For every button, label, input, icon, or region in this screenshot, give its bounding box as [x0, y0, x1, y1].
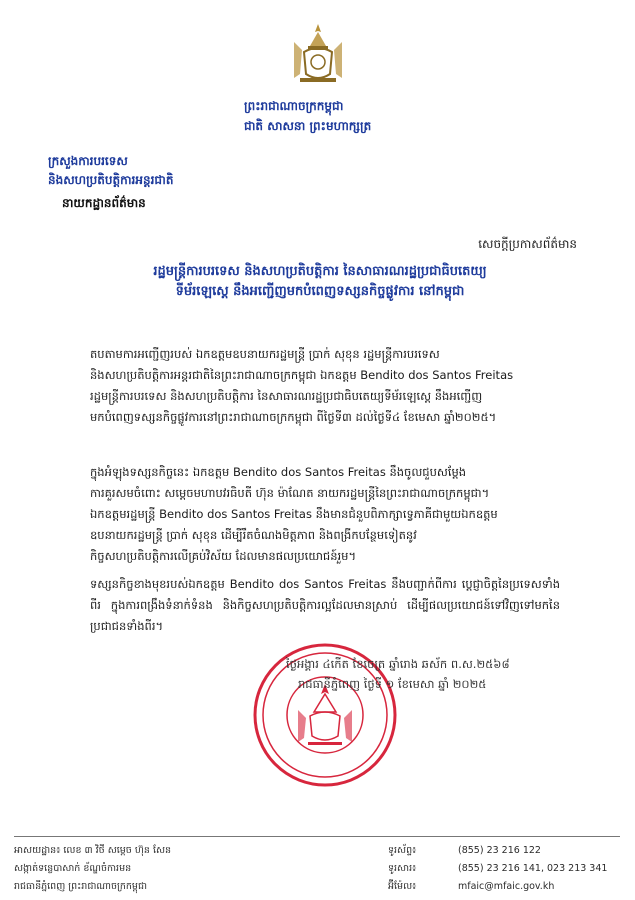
email-link[interactable]: mfaic@mfaic.gov.kh	[458, 881, 555, 892]
paragraph-line: ប្តេជ្ញាចិត្តនៃប្រទេសទាំងពីរ ក្នុងការពង្រឹងទំនាក់ទំនង និងកិច្ចសហប្រតិបត្តិការល្អដែលមានស្រាប់	[90, 577, 561, 612]
paragraph-line: ការគួរសមចំពោះ សម្តេចមហាបវរធិបតី ហ៊ុន ម៉ាណែត នាយករដ្ឋមន្ត្រីនៃព្រះរាជាណាចក្រកម្ពុជា។	[90, 486, 490, 500]
paragraph-line: និងសហប្រតិបត្តិការអន្តរជាតិនៃព្រះរាជាណាចក្រកម្ពុជា ឯកឧត្តម Bendito dos Santos Freitas	[90, 368, 514, 382]
document-type: សេចក្តីប្រកាសព័ត៌មាន	[478, 237, 577, 251]
paragraph-3	[90, 574, 560, 637]
kingdom-name: ព្រះរាជាណាចក្រកម្ពុជា	[244, 99, 344, 113]
paragraph-line: ទស្សនកិច្ចខាងមុខរបស់ឯកឧត្តម Bendito dos Santos Freitas នឹងបញ្ជាក់ពីការ	[90, 577, 457, 591]
issue-date	[286, 654, 586, 694]
fax-label: ទូរសារ៖	[388, 863, 417, 874]
fax-value: (855) 23 216 141, 023 213 341	[458, 863, 608, 874]
paragraph-line: ដើម្បីផលប្រយោជន៍ទៅវិញទៅមកនៃប្រជាជនទាំងពីរ។	[90, 598, 561, 633]
ministry-line-1: ក្រសួងការបរទេស	[48, 154, 128, 168]
royal-coat-of-arms-icon	[290, 22, 346, 84]
phone-value: (855) 23 216 122	[458, 845, 541, 856]
address-line: សង្កាត់ទន្លេបាសាក់ ខ័ណ្ឌចំការមន	[14, 863, 132, 874]
kingdom-slogan: ជាតិ សាសនា ព្រះមហាក្សត្រ	[244, 119, 372, 133]
paragraph-line: ឧបនាយករដ្ឋមន្ត្រី ប្រាក់ សុខុន ដើម្បីរឹតចំណងមិត្តភាព និងពង្រីកបន្ថែមទៀតនូវ	[90, 528, 417, 542]
paragraph-line: តបតាមការអញ្ជើញរបស់ ឯកឧត្តមឧបនាយករដ្ឋមន្ត្រី ប្រាក់ សុខុន រដ្ឋមន្ត្រីការបរទេស	[90, 347, 440, 361]
ministry-name	[48, 152, 308, 190]
kingdom-motto	[244, 96, 444, 136]
paragraph-line: កិច្ចសហប្រតិបត្តិការលើគ្រប់វិស័យ ដែលមានផលប្រយោជន៍រួម។	[90, 549, 357, 563]
email-label: អ៊ីម៉ែល៖	[388, 881, 417, 892]
paragraph-line: ឯកឧត្តមរដ្ឋមន្ត្រី Bendito dos Santos Freitas នឹងមានជំនួបពិភាក្សាទ្វេភាគីជាមួយឯកឧត្តម	[90, 507, 498, 521]
headline-line-2: ទីម័រឡេស្តេ នឹងអញ្ជើញមកបំពេញទស្សនកិច្ចផ្លូវការ នៅកម្ពុជា	[175, 284, 465, 299]
address-line: រាជធានីភ្នំពេញ ព្រះរាជាណាចក្រកម្ពុជា	[14, 881, 147, 892]
paragraph-line: ក្នុងអំឡុងទស្សនកិច្ចនេះ ឯកឧត្តម Bendito dos Santos Freitas នឹងចូលជួបសម្តែង	[90, 465, 467, 479]
solar-date: រាជធានីភ្នំពេញ ថ្ងៃទី ១ ខែមេសា ឆ្នាំ ២០២៥	[298, 677, 487, 691]
phone-label: ទូរស័ព្ទ៖	[388, 845, 417, 856]
headline-line-1: រដ្ឋមន្ត្រីការបរទេស និងសហប្រតិបត្តិការ នៃសាធារណរដ្ឋប្រជាធិបតេយ្យ	[153, 264, 487, 279]
paragraph-line: រដ្ឋមន្ត្រីការបរទេស និងសហប្រតិបត្តិការ នៃសាធារណរដ្ឋប្រជាធិបតេយ្យទីម័រឡេស្តេ នឹងអញ្ជើញ	[90, 389, 483, 403]
paragraph-line: មកបំពេញទស្សនកិច្ចផ្លូវការនៅព្រះរាជាណាចក្រកម្ពុជា ពីថ្ងៃទី៣ ដល់ថ្ងៃទី៤ ខែមេសា ឆ្នាំ២០២៥។	[90, 410, 497, 424]
department-name: នាយកដ្ឋានព័ត៌មាន	[62, 196, 146, 210]
address-line: អាសយដ្ឋាន៖ លេខ ៣ វិថី សម្តេច ហ៊ុន សែន	[14, 845, 172, 856]
footer-divider	[14, 836, 620, 837]
paragraph-2	[90, 462, 560, 567]
footer-contact	[388, 842, 628, 896]
footer-address	[14, 842, 314, 896]
paragraph-1	[90, 344, 560, 428]
ministry-line-2: និងសហប្រតិបត្តិការអន្តរជាតិ	[48, 173, 174, 187]
lunar-date: ថ្ងៃអង្គារ ៤កើត ខែចេត្រ ឆ្នាំរោង ឆស័ក ព.ស.២៥៦៨	[286, 657, 510, 671]
headline	[90, 262, 550, 302]
